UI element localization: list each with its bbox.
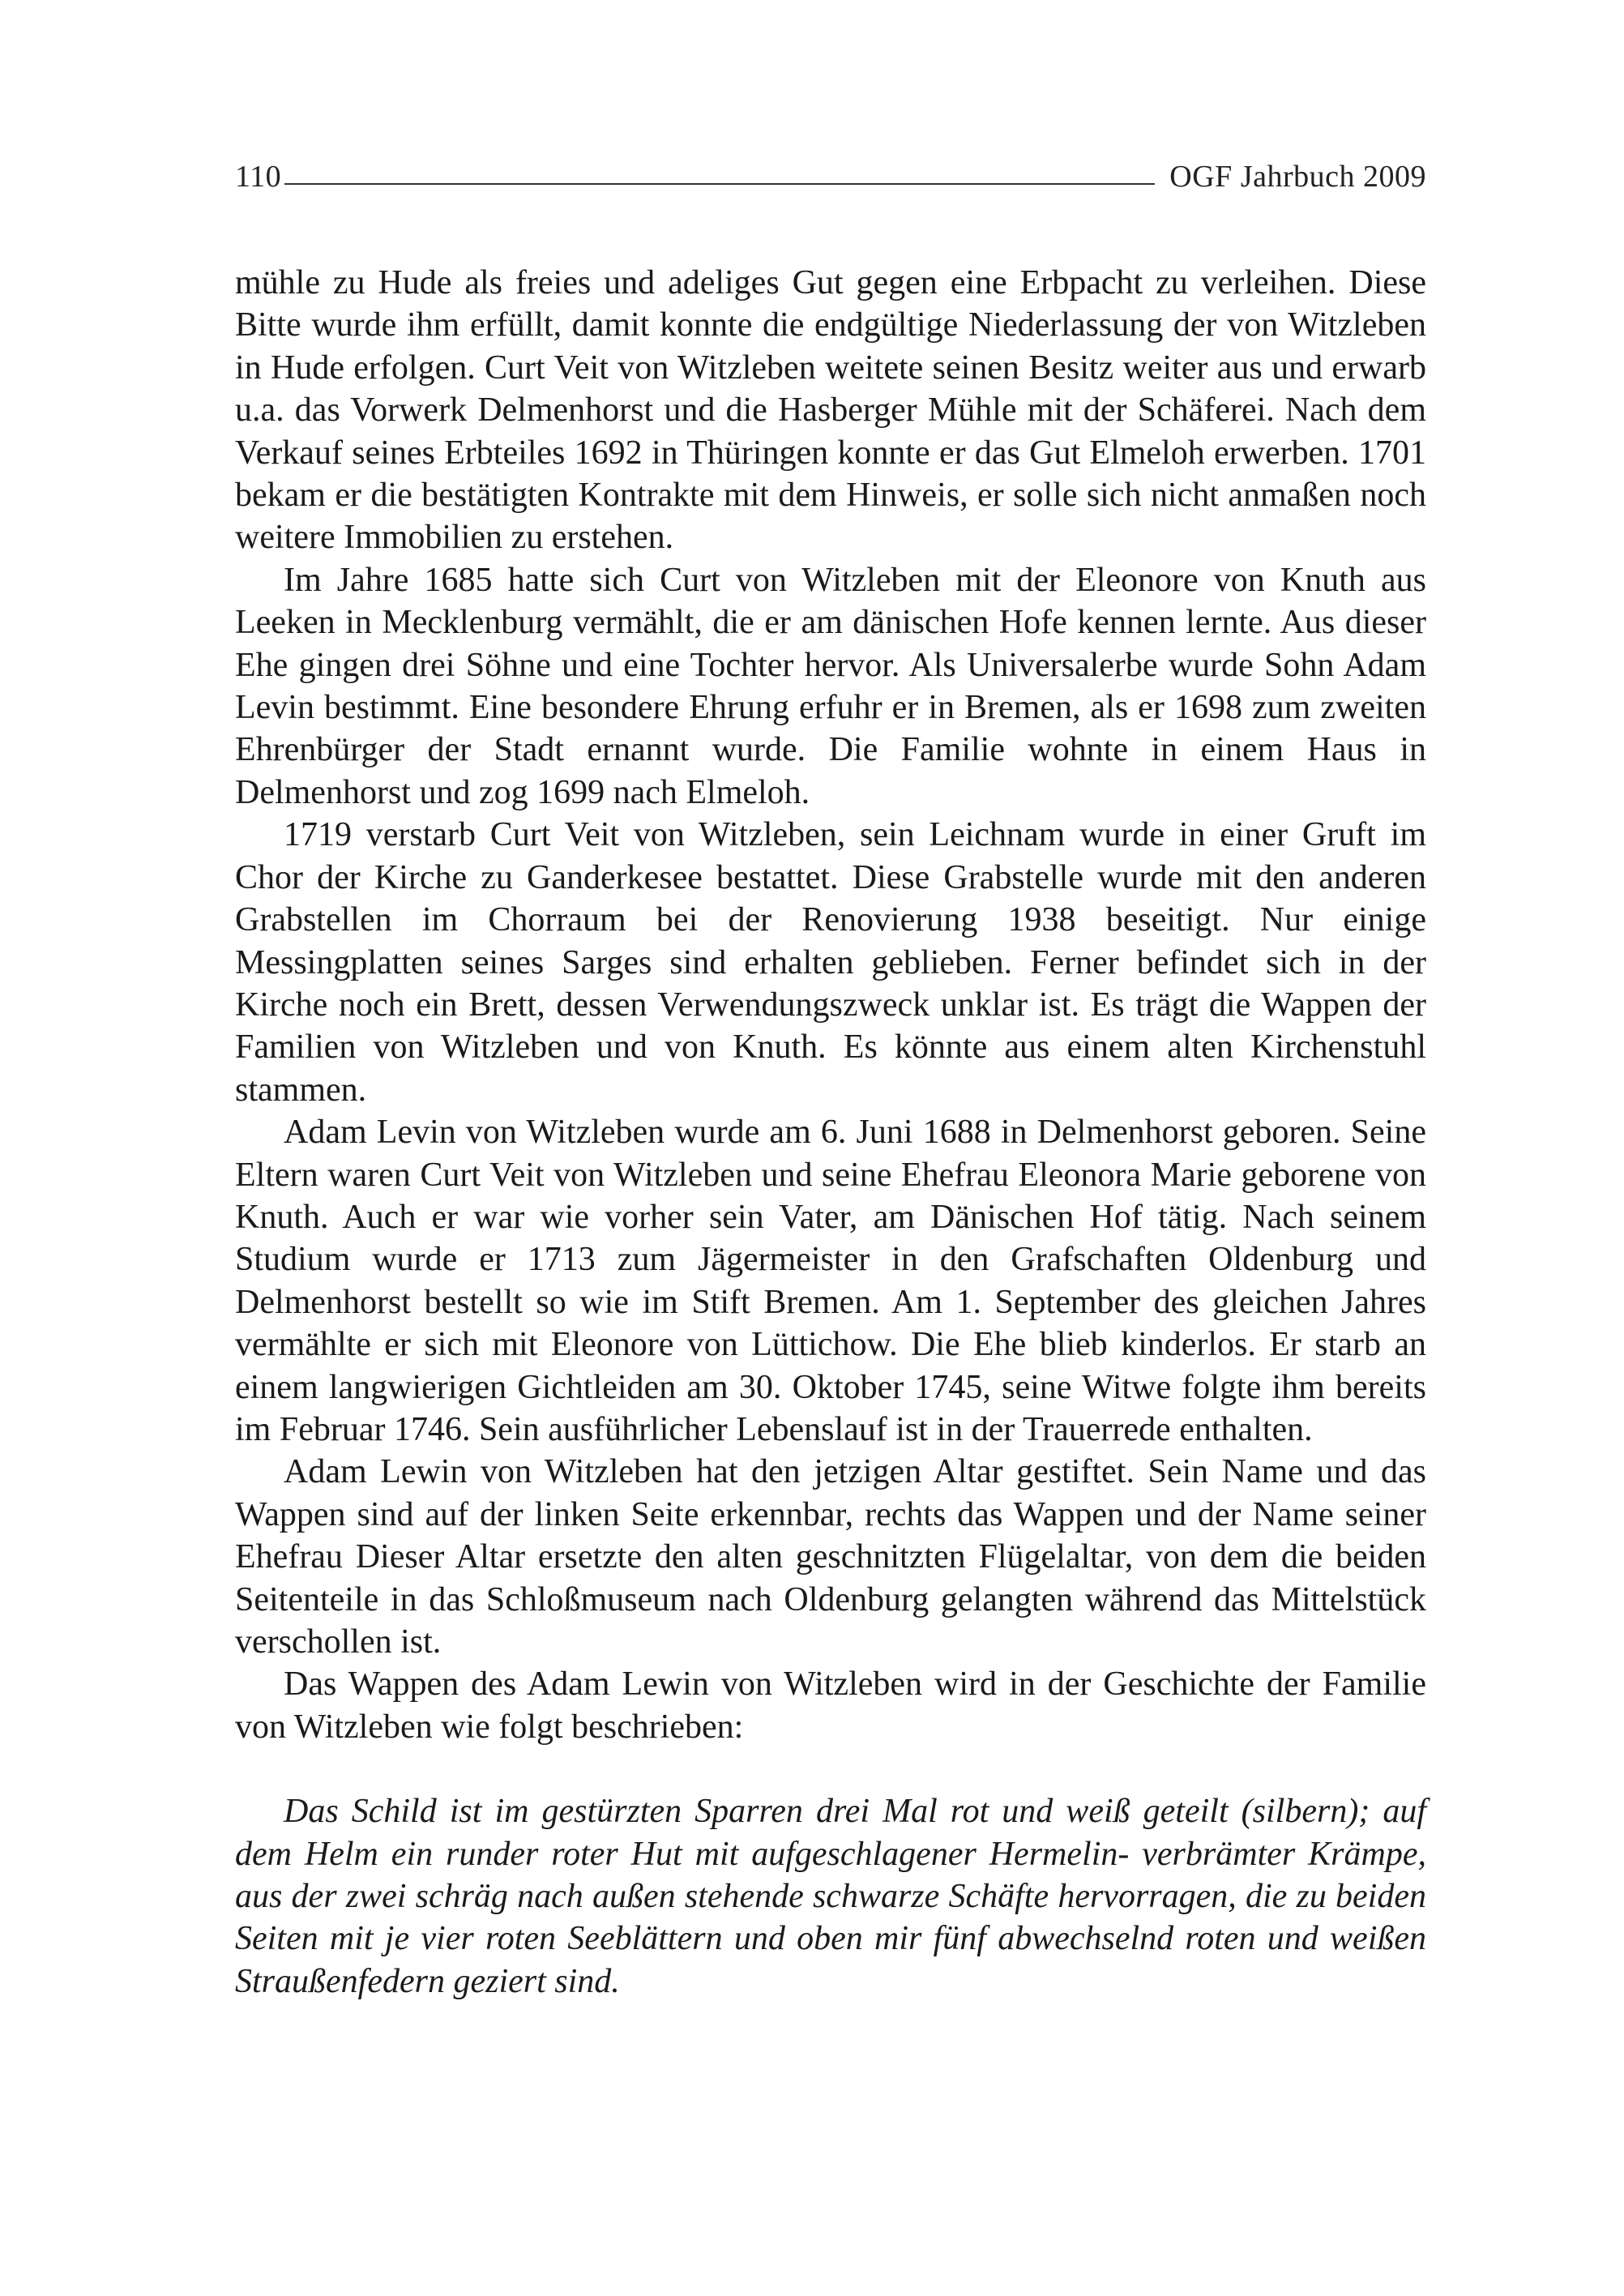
paragraph: 1719 verstarb Curt Veit von Witzleben, sein Leichnam wurde in einer Gruft im Chor der Kirche zu Ganderkesee bestattet. Diese Grabstelle wurde mit den anderen Grabstellen im Chorraum bei der Renovierung 1938 beseitigt. Nur einige Messingplatten seines Sarges sind erhalten geblieben. Ferner befindet sich in der Kirche noch ein Brett, dessen Verwendungszweck unklar ist. Es trägt die Wappen der Familien von Witzleben und von Knuth. Es könnte aus einem alten Kirchenstuhl stammen. [235, 816, 1426, 1109]
paragraph: Adam Lewin von Witzleben hat den jetzigen Altar gestiftet. Sein Name und das Wappen sind auf der linken Seite erkennbar, rechts das Wappen und der Name seiner Ehefrau Dieser Altar ersetzte den alten geschnitzten Flügelaltar, von dem die beiden Seitenteile in das Schloßmuseum nach Oldenburg gelangten während das Mittelstück verschollen ist. [235, 1453, 1426, 1661]
paragraph: Adam Levin von Witzleben wurde am 6. Juni 1688 in Delmenhorst geboren. Seine Eltern waren Curt Veit von Witzleben und seine Ehefrau Eleonora Marie geborene von Knuth. Auch er war wie vorher sein Vater, am Dänischen Hof tätig. Nach seinem Studium wurde er 1713 zum Jägermeister in den Grafschaften Oldenburg und Delmenhorst bestellt so wie im Stift Bremen. Am 1. September des gleichen Jahres vermählte er sich mit Eleonore von Lüttichow. Die Ehe blieb kinderlos. Er starb an einem langwierigen Gichtleiden am 30. Oktober 1745, seine Witwe folgte ihm bereits im Februar 1746. Sein ausführlicher Lebenslauf ist in der Trauerrede enthalten. [235, 1114, 1426, 1448]
body-text [235, 262, 1426, 1748]
page-number: 110 [235, 160, 282, 194]
paragraph: Im Jahre 1685 hatte sich Curt von Witzleben mit der Eleonore von Knuth aus Leeken in Mecklenburg vermählt, die er am dänischen Hofe kennen lernte. Aus dieser Ehe gingen drei Söhne und eine Tochter hervor. Als Universalerbe wurde Sohn Adam Levin bestimmt. Eine besondere Ehrung erfuhr er in Bremen, als er 1698 zum zweiten Ehrenbürger der Stadt ernannt wurde. Die Familie wohnte in einem Haus in Delmenhorst und zog 1699 nach Elmeloh. [235, 561, 1426, 811]
paragraph: mühle zu Hude als freies und adeliges Gut gegen eine Erbpacht zu verleihen. Diese Bitte wurde ihm erfüllt, damit konnte die endgültige Niederlassung der von Witzleben in Hude erfolgen. Curt Veit von Witzleben weitete seinen Besitz weiter aus und erwarb u.a. das Vorwerk Delmenhorst und die Hasberger Mühle mit der Schäferei. Nach dem Verkauf seines Erbteiles 1692 in Thüringen konnte er das Gut Elmeloh erwerben. 1701 bekam er die bestätigten Kontrakte mit dem Hinweis, er solle sich nicht anmaßen noch weitere Immobilien zu erstehen. [235, 264, 1426, 557]
header-rule [284, 183, 1155, 185]
running-header [235, 146, 1426, 195]
running-title: OGF Jahrbuch 2009 [1169, 160, 1426, 194]
paragraph: Das Wappen des Adam Lewin von Witzleben wird in der Geschichte der Familie von Witzleben wie folgt beschrieben: [235, 1665, 1426, 1746]
page [235, 146, 1426, 2037]
coat-of-arms-quote: Das Schild ist im gestürzten Sparren drei Mal rot und weiß geteilt (silbern); auf dem Helm ein runder roter Hut mit aufgeschlagener Hermelin- verbrämter Krämpe, aus der zwei schräg nach außen stehende schwarze Schäfte hervorragen, die zu beiden Seiten mit je vier roten Seeblättern und oben mir fünf abwechselnd roten und weißen Straußenfedern geziert sind. [235, 1793, 1426, 2000]
